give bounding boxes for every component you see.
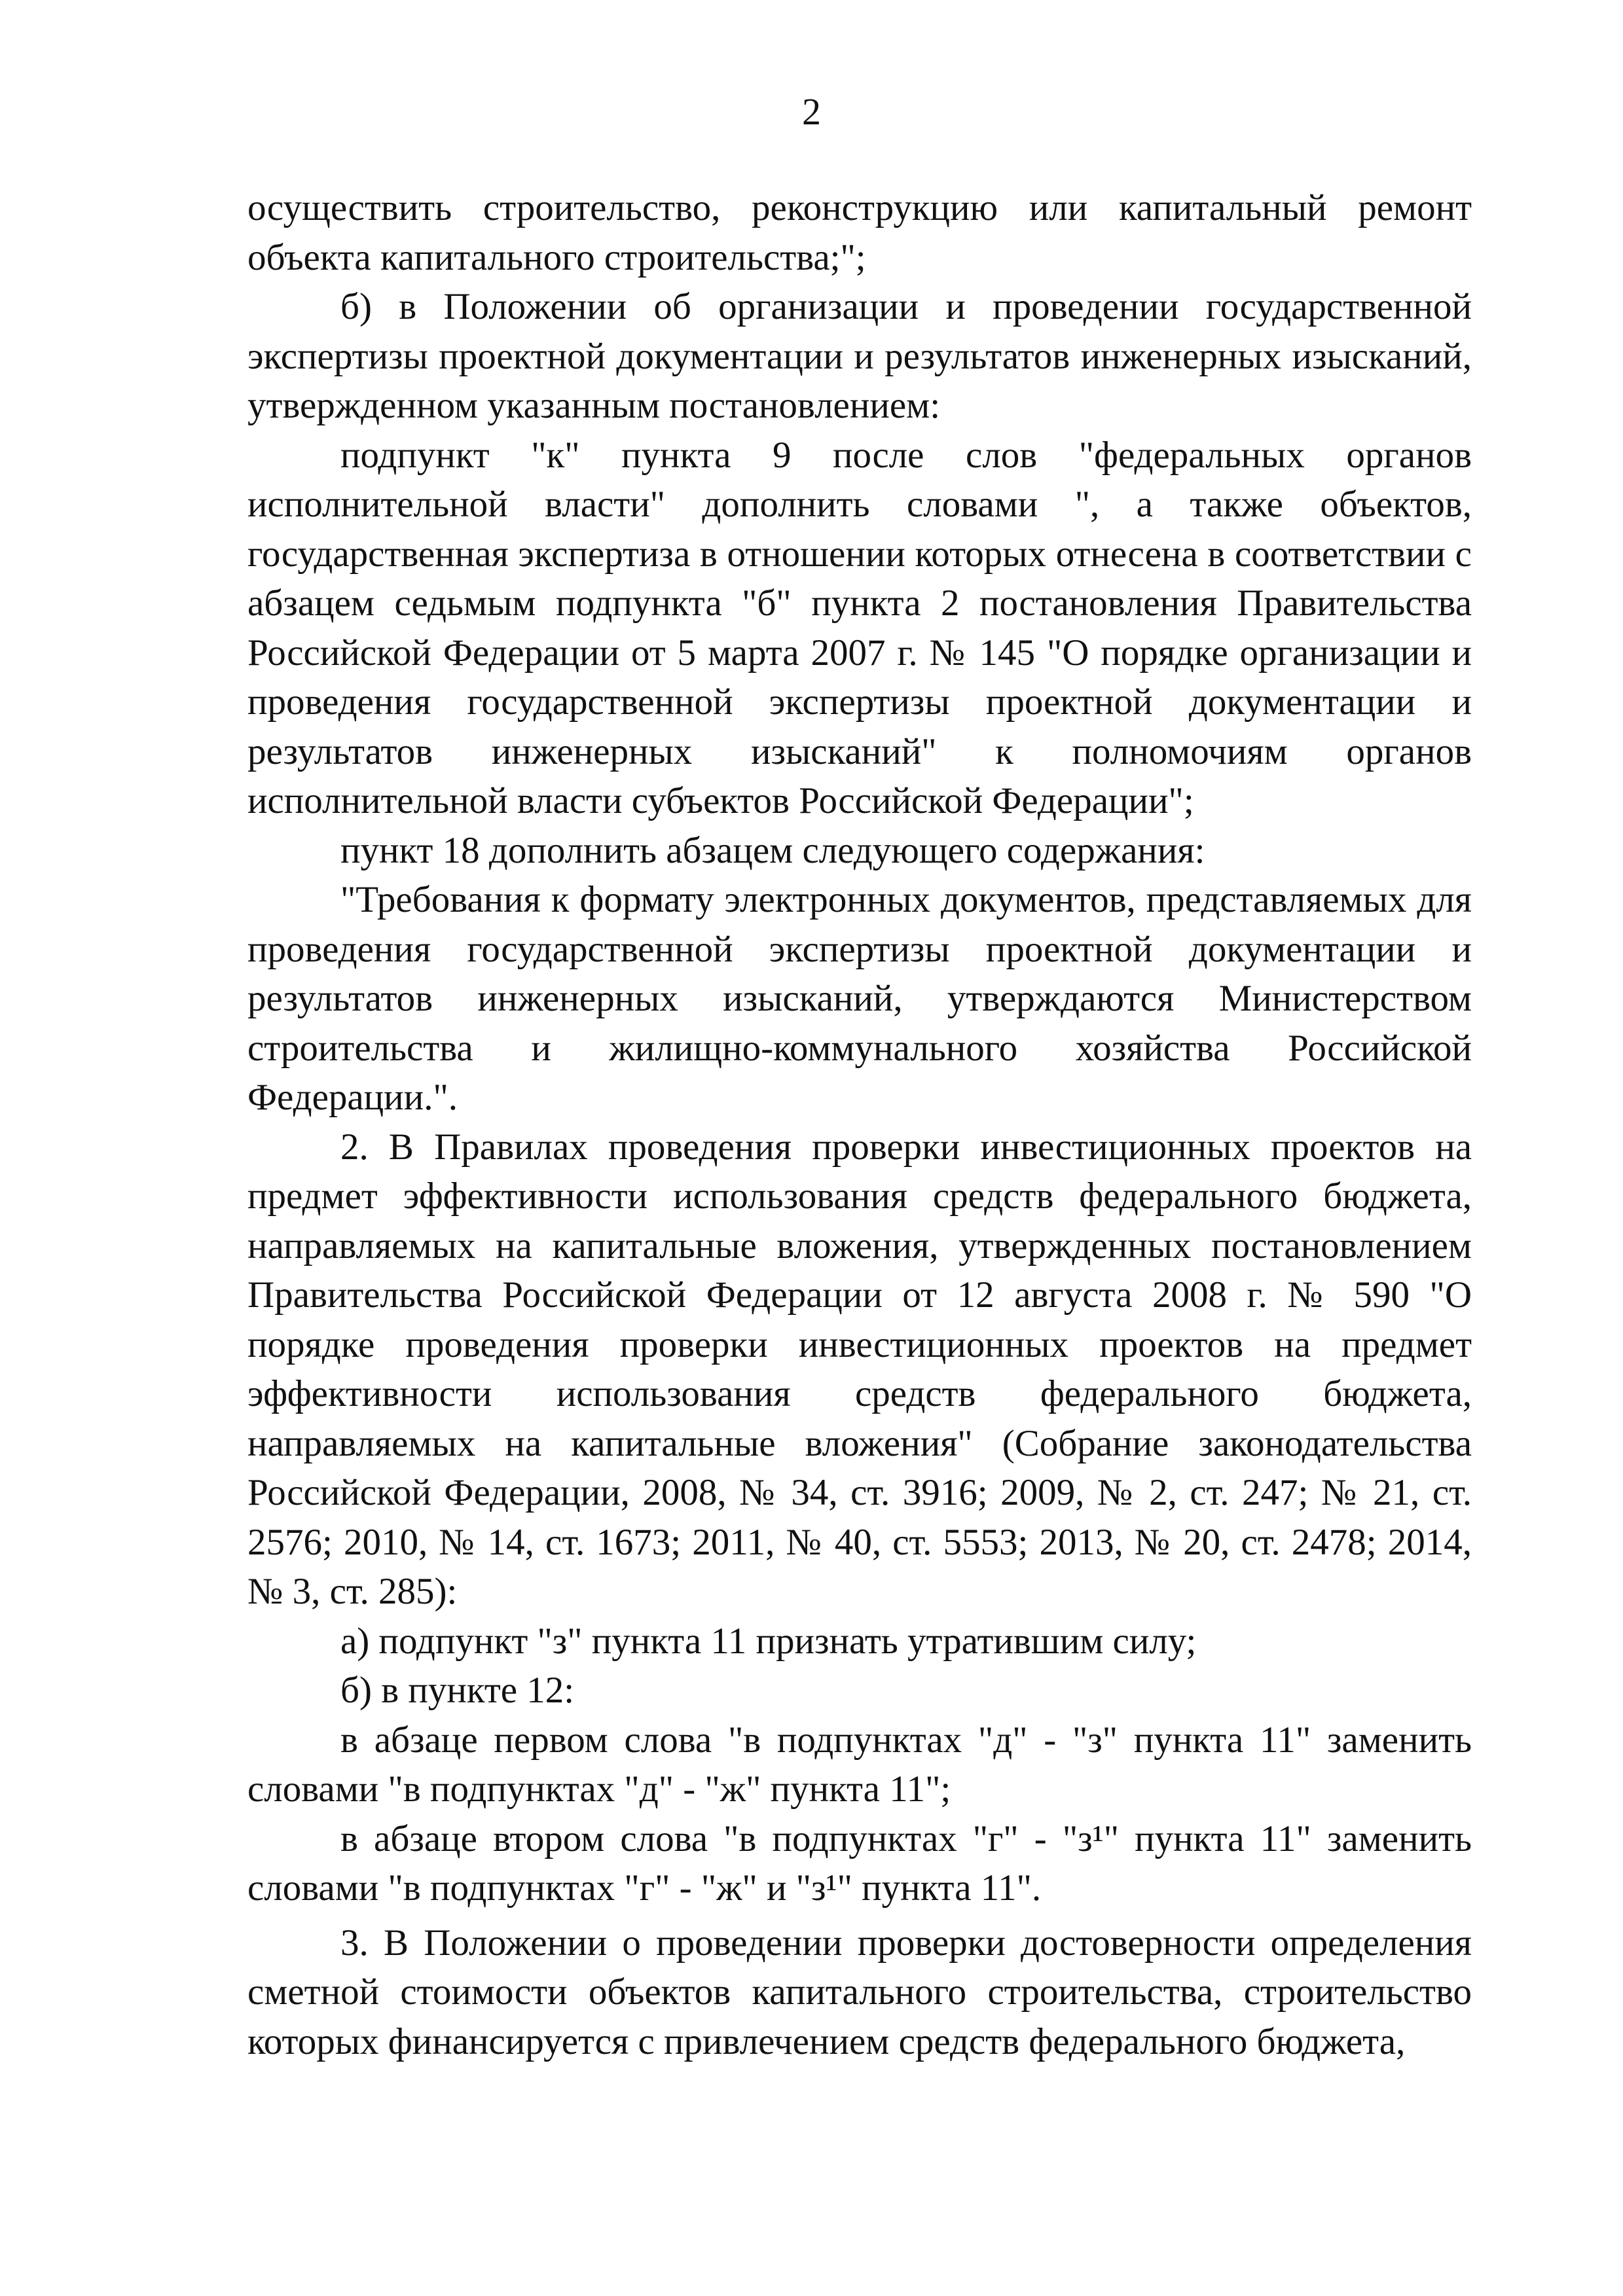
document-body [247,183,1472,2066]
paragraph-section-3: 3. В Положении о проведении проверки достоверности определения сметной стоимости объектов капитального строительства, строительство которых финансируется с привлечением средств федерального бюджета, [247,1922,1472,2062]
paragraph-second-abzac: в абзаце втором слова "в подпунктах "г" - "з¹" пункта 11" заменить словами "в подпунктах "г" - "ж" и "з¹" пункта 11". [247,1818,1472,1909]
paragraph-subpoint-k: подпункт "к" пункта 9 после слов "федеральных органов исполнительной власти" дополнить словами ", а также объектов, государственная экспертиза в отношении которых отнесена в соответствии с абзацем седьмым подпункта "б" пункта 2 постановления Правительства Российской Федерации от 5 марта 2007 г. № 145 "О порядке организации и проведения государственной экспертизы проектной документации и результатов инженерных изысканий" к полномочиям органов исполнительной власти субъектов Российской Федерации"; [247,434,1472,821]
paragraph-subitem-a: а) подпункт "з" пункта 11 признать утратившим силу; [340,1620,1197,1662]
paragraph-subitem-b: б) в Положении об организации и проведении государственной экспертизы проектной документации и результатов инженерных изысканий, утвержденном указанным постановлением: [247,286,1472,426]
paragraph-section-2: 2. В Правилах проведения проверки инвестиционных проектов на предмет эффективности использования средств федерального бюджета, направляемых на капитальные вложения, утвержденных постановлением Правительства Российской Федерации от 12 августа 2008 г. № 590 "О порядке проведения проверки инвестиционных проектов на предмет эффективности использования средств федерального бюджета, направляемых на капитальные вложения" (Собрание законодательства Российской Федерации, 2008, № 34, ст. 3916; 2009, № 2, ст. 247; № 21, ст. 2576; 2010, № 14, ст. 1673; 2011, № 40, ст. 5553; 2013, № 20, ст. 2478; 2014, № 3, ст. 285): [247,1126,1472,1612]
paragraph-continuation: осуществить строительство, реконструкцию или капитальный ремонт объекта капитального строительства;"; [247,187,1472,278]
paragraph-subitem-b-point-12: б) в пункте 12: [340,1670,575,1711]
paragraph-point-18: пункт 18 дополнить абзацем следующего содержания: [340,829,1205,871]
paragraph-requirements-quote: "Требования к формату электронных документов, представляемых для проведения государственной экспертизы проектной документации и результатов инженерных изысканий, утверждаются Министерством строительства и жилищно-коммунального хозяйства Российской Федерации.". [247,879,1472,1118]
page-number: 2 [802,90,821,133]
paragraph-first-abzac: в абзаце первом слова "в подпунктах "д" - "з" пункта 11" заменить словами "в подпунктах "д" - "ж" пункта 11"; [247,1719,1472,1810]
